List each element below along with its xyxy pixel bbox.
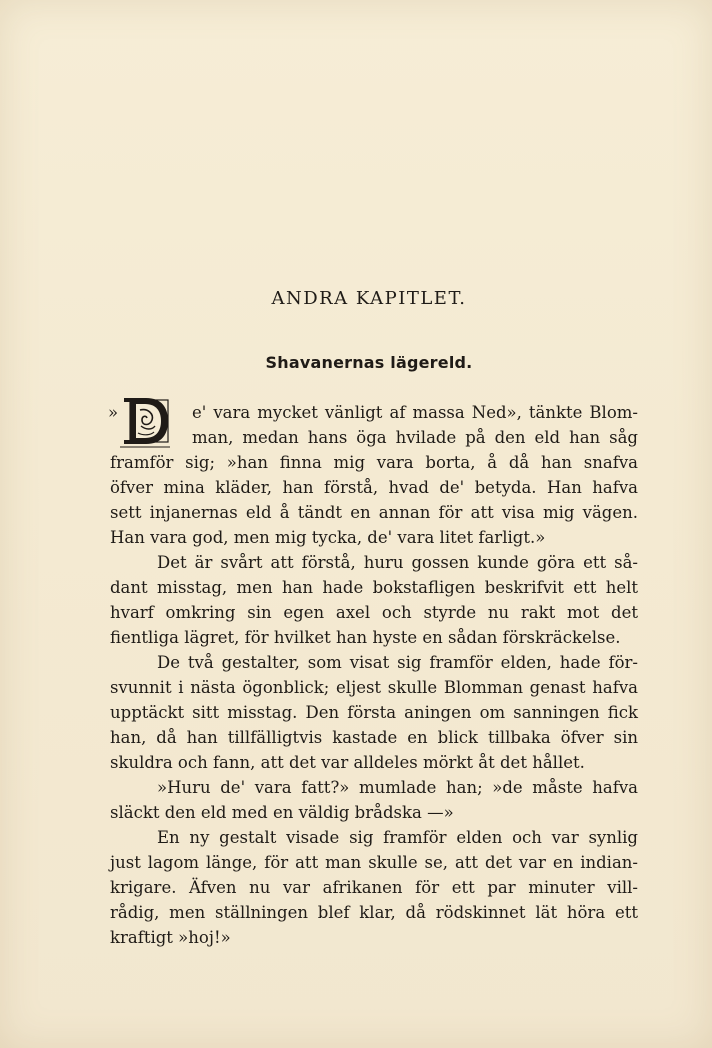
chapter-title: ANDRA KAPITLET. xyxy=(271,288,467,309)
ornamental-d-initial xyxy=(116,396,172,450)
text-line: framför sig; »han finna mig vara borta, å då han snafva xyxy=(110,453,638,472)
drop-cap xyxy=(108,396,174,456)
text-line: just lagom länge, för att man skulle se, att det var en indian- xyxy=(110,853,638,872)
text-line: »Huru de' vara fatt?» mumlade han; »de måste hafva xyxy=(157,778,638,797)
text-line: Han vara god, men mig tycka, de' vara litet farligt.» xyxy=(110,528,546,547)
text-line: rådig, men ställningen blef klar, då rödskinnet lät höra ett xyxy=(110,903,638,922)
text-line: skuldra och fann, att det var alldeles mörkt åt det hållet. xyxy=(110,753,585,772)
text-line: svunnit i nästa ögonblick; eljest skulle Blomman genast hafva xyxy=(110,678,638,697)
text-line: Det är svårt att förstå, huru gossen kunde göra ett så- xyxy=(157,553,638,572)
text-line: upptäckt sitt misstag. Den första aningen om sanningen fick xyxy=(110,703,638,722)
text-line: han, då han tillfälligtvis kastade en blick tillbaka öfver sin xyxy=(110,728,638,747)
body-text xyxy=(110,400,638,950)
text-line: släckt den eld med en väldig brådska —» xyxy=(110,803,454,822)
text-line: man, medan hans öga hvilade på den eld han såg xyxy=(192,428,638,447)
text-line: kraftigt »hoj!» xyxy=(110,928,231,947)
text-line: En ny gestalt visade sig framför elden och var synlig xyxy=(157,828,638,847)
text-line: De två gestalter, som visat sig framför elden, hade för- xyxy=(157,653,638,672)
section-title: Shavanernas lägereld. xyxy=(265,353,473,372)
drop-cap-quote: » xyxy=(108,403,119,422)
text-line: fientliga lägret, för hvilket han hyste en sådan förskräckelse. xyxy=(110,628,621,647)
text-line: sett injanernas eld å tändt en annan för att visa mig vägen. xyxy=(110,503,638,522)
text-line: hvarf omkring sin egen axel och styrde nu rakt mot det xyxy=(110,603,638,622)
text-line: öfver mina kläder, han förstå, hvad de' betyda. Han hafva xyxy=(110,478,638,497)
text-line: dant misstag, men han hade bokstafligen beskrifvit ett helt xyxy=(110,578,638,597)
text-line: krigare. Äfven nu var afrikanen för ett par minuter vill- xyxy=(110,878,638,897)
text-line: e' vara mycket vänligt af massa Ned», tänkte Blom- xyxy=(192,403,638,422)
